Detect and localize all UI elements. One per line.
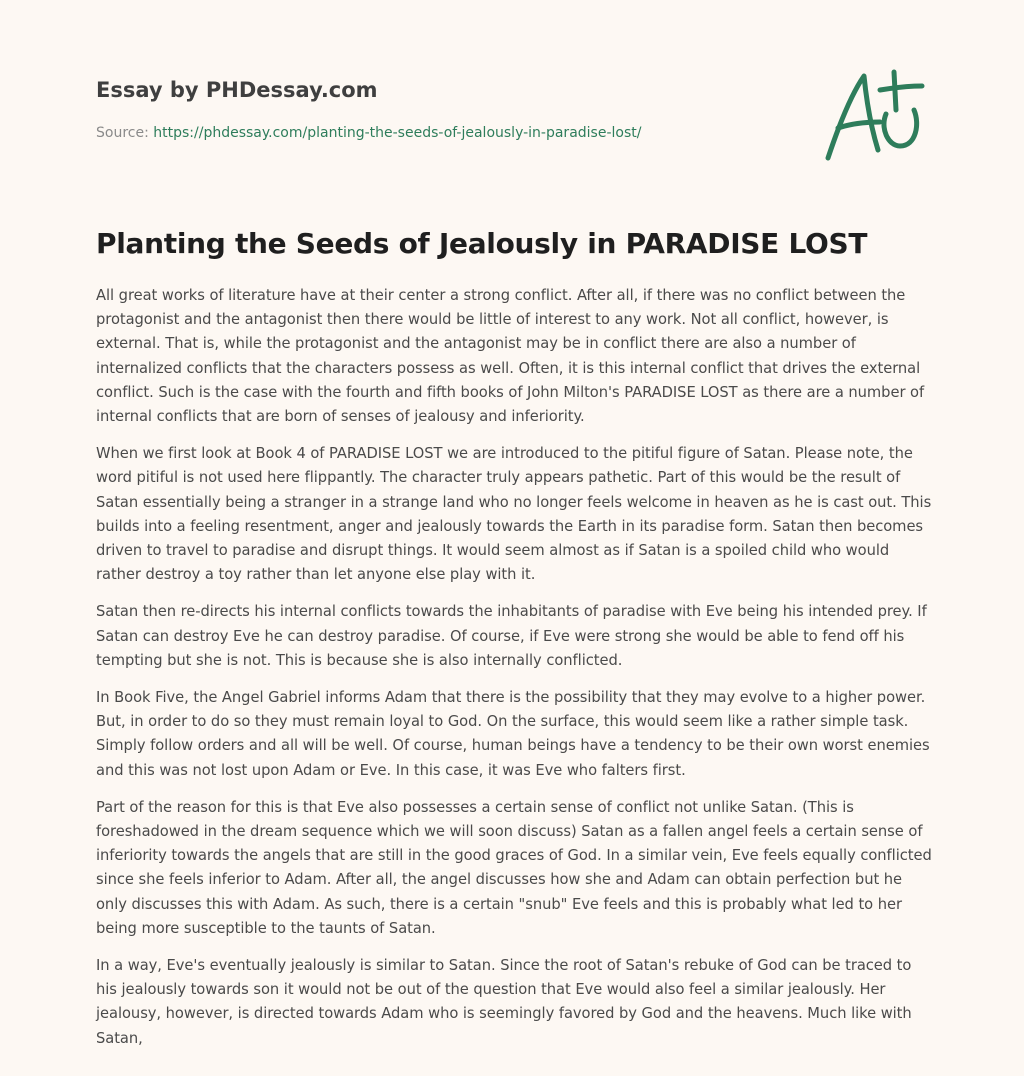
paragraph: In Book Five, the Angel Gabriel informs Adam that there is the possibility that they may evolve to a higher power. But, in order to do so they must remain loyal to God. On the surface, this would seem like a rather simple task. Simply follow orders and all will be well. Of course, human beings have a tendency to be their own worst enemies and this was not lost upon Adam or Eve. In this case, it was Eve who falters first. (96, 689, 930, 779)
site-brand: Essay by PHDessay.com (96, 78, 378, 102)
source-link[interactable]: https://phdessay.com/planting-the-seeds-of-jealously-in-paradise-lost/ (153, 125, 642, 141)
source-line (96, 123, 796, 143)
paragraph: Satan then re-directs his internal conflicts towards the inhabitants of paradise with Eve being his intended prey. If Satan can destroy Eve he can destroy paradise. Of course, if Eve were strong she would be able to fend off his tempting but she is not. This is because she is also internally conflicted. (96, 603, 927, 669)
paragraph: Part of the reason for this is that Eve also possesses a certain sense of conflict not unlike Satan. (This is foreshadowed in the dream sequence which we will soon discuss) Satan as a fallen angel feels a certain sense of inferiority towards the angels that are still in the good graces of God. In a similar vein, Eve feels equally conflicted since she feels inferior to Adam. After all, the angel discusses how she and Adam can obtain perfection but he only discusses this with Adam. As such, there is a certain "snub" Eve feels and this is probably what led to her being more susceptible to the taunts of Satan. (96, 798, 932, 937)
paragraph: When we first look at Book 4 of PARADISE LOST we are introduced to the pitiful figure of Satan. Please note, the word pitiful is not used here flippantly. The character truly appears pathetic. Part of this would be the result of Satan essentially being a stranger in a strange land who no longer feels welcome in heaven as he is cast out. This builds into a feeling resentment, anger and jealously towards the Earth in its paradise form. Satan then becomes driven to travel to paradise and disrupt things. It would seem almost as if Satan is a spoiled child who would rather destroy a toy rather than let anyone else play with it. (96, 445, 932, 584)
essay-body (96, 284, 932, 1064)
source-label: Source: (96, 125, 149, 141)
paragraph: All great works of literature have at their center a strong conflict. After all, if there was no conflict between the protagonist and the antagonist then there would be little of interest to any work. Not all conflict, however, is external. That is, while the protagonist and the antagonist may be in conflict there are also a number of internalized conflicts that the characters possess as well. Often, it is this internal conflict that drives the external conflict. Such is the case with the fourth and fifth books of John Milton's PARADISE LOST as there are a number of internal conflicts that are born of senses of jealousy and inferiority. (96, 287, 925, 426)
a-plus-logo-icon (820, 66, 930, 166)
paragraph: In a way, Eve's eventually jealously is similar to Satan. Since the root of Satan's rebuke of God can be traced to his jealously towards son it would not be out of the question that Eve would also feel a similar jealously. Her jealousy, however, is directed towards Adam who is seemingly favored by God and the heavens. Much like with Satan, (96, 957, 912, 1047)
essay-header (96, 74, 796, 143)
essay-title: Planting the Seeds of Jealously in PARADISE LOST (96, 227, 868, 260)
